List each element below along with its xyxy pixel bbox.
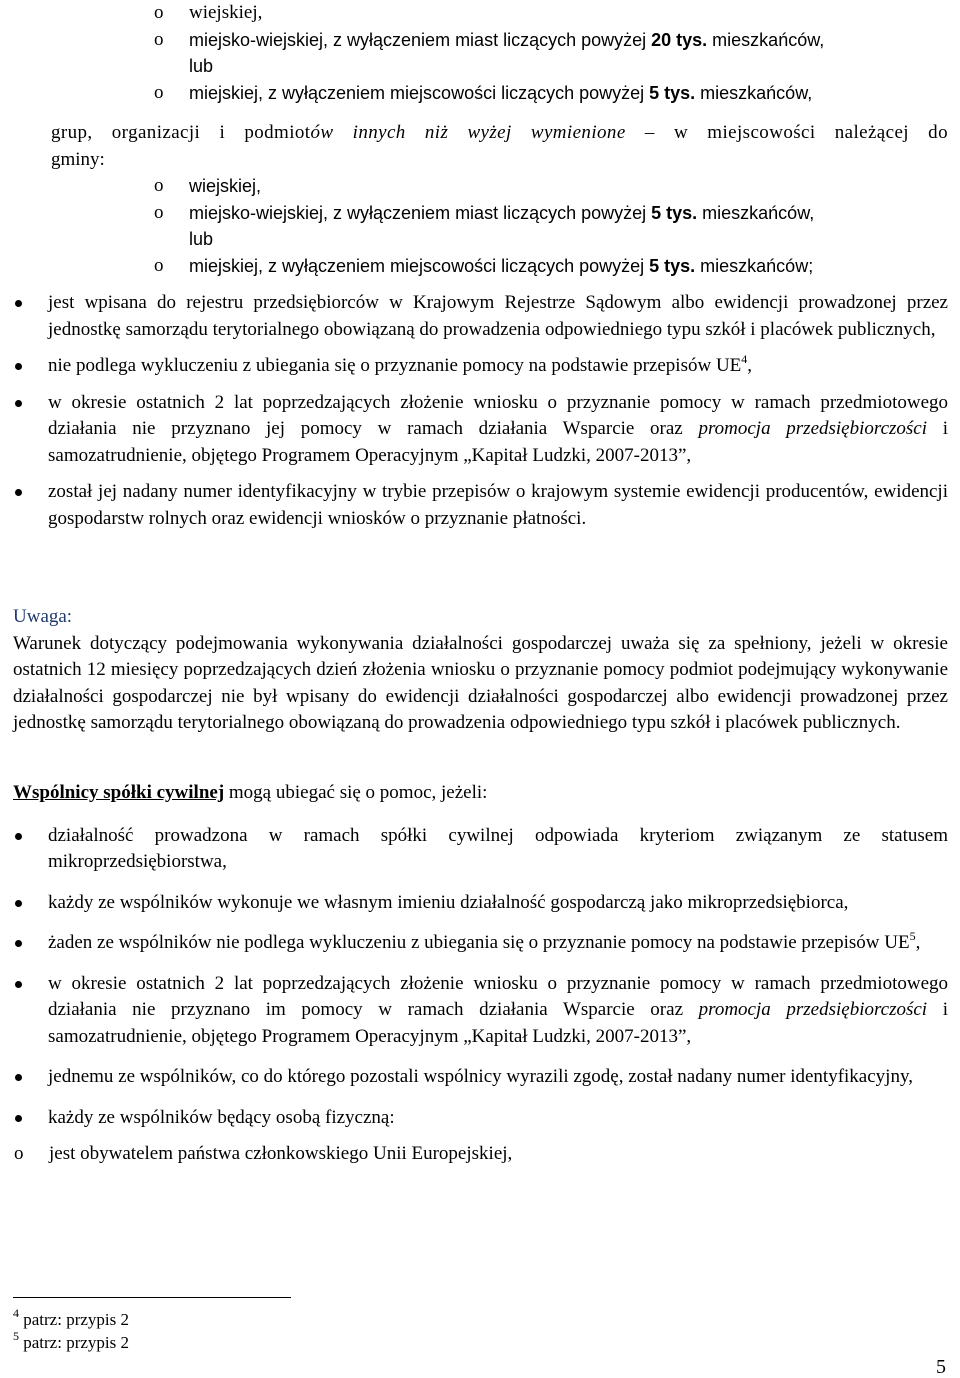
list-item: o miejskiej, z wyłączeniem miejscowości liczących powyżej 5 tys. mieszkańców, (154, 80, 954, 107)
list-item: o miejskiej, z wyłączeniem miejscowości liczących powyżej 5 tys. mieszkańców; (154, 253, 954, 280)
bullet-icon (15, 1115, 22, 1122)
bullet-item: każdy ze wspólników będący osobą fizyczną: (13, 1105, 948, 1132)
footnote: $^5$ patrz: przypis 2 (13, 1329, 129, 1352)
bullet-icon (15, 363, 22, 370)
bullet-item: został jej nadany numer identyfikacyjny w trybie przepisów o krajowym systemie ewidencji producentów, ewidencji gospodarstw rolnych oraz ewidencji wniosków o przyznanie płatności. (13, 479, 948, 532)
list-marker: o (154, 175, 164, 196)
partners-section (13, 780, 948, 1168)
bullet-icon (15, 940, 22, 947)
note-text: Warunek dotyczący podejmowania wykonywania działalności gospodarczej uważa się za spełniony, jeżeli w okresie ostatnich 12 miesięcy poprzedzających dzień złożenia wniosku o przyznanie pomocy podmiot podejmujący wykonywanie działalności gospodarczej nie był wpisany do ewidencji działalności gospodarczej albo ewidencji prowadzonej przez jednostkę samorządu terytorialnego obowiązaną do prowadzenia odpowiedniego typu szkół i placówek publicznych. (13, 632, 948, 733)
bullet-icon (15, 900, 22, 907)
footnote: $^4$ patrz: przypis 2 (13, 1306, 129, 1329)
partners-heading: Wspólnicy spółki cywilnej mogą ubiegać się o pomoc, jeżeli: (13, 782, 488, 803)
bullet-icon (15, 1074, 22, 1081)
note-block (13, 604, 948, 737)
list-marker: o (154, 2, 164, 23)
list-item: lub (189, 229, 214, 249)
list-marker: o (14, 1143, 24, 1164)
list-item: o wiejskiej, (154, 173, 954, 200)
list-item: o wiejskiej, (154, 0, 954, 27)
bullet-item: w okresie ostatnich 2 lat poprzedzających złożenie wniosku o przyznanie pomocy w ramach przedmiotowego działania nie przyznano im pomocy w ramach działania Wsparcie oraz promocja przedsiębiorczości i samozatrudnienie, objętego Programem Operacyjnym „Kapitał Ludzki, 2007-2013”, (13, 971, 948, 1051)
bullet-item: w okresie ostatnich 2 lat poprzedzających złożenie wniosku o przyznanie pomocy w ramach przedmiotowego działania nie przyznano jej pomocy w ramach działania Wsparcie oraz promocja przedsiębiorczości i samozatrudnienie, objętego Programem Operacyjnym „Kapitał Ludzki, 2007-2013”, (13, 390, 948, 470)
list-item: o miejsko-wiejskiej, z wyłączeniem miast liczących powyżej 5 tys. mieszkańców, (154, 200, 954, 227)
list-marker: o (154, 254, 164, 276)
footnote-separator (13, 1297, 291, 1298)
bullet-item: jest wpisana do rejestru przedsiębiorców w Krajowym Rejestrze Sądowym albo ewidencji prowadzonej przez jednostkę samorządu terytorialnego obowiązaną do prowadzenia odpowiedniego typu szkół i placówek publicznych, (13, 290, 948, 343)
bullet-item: żaden ze wspólników nie podlega wykluczeniu z ubiegania się o przyznanie pomocy na podstawie przepisów $UE^5$, (13, 930, 948, 957)
sub-list-item: o jest obywatelem państwa członkowskiego Unii Europejskiej, (14, 1141, 948, 1168)
bullet-icon (15, 833, 22, 840)
bullet-item: każdy ze wspólników wykonuje we własnym imieniu działalność gospodarczą jako mikroprzedsiębiorca, (13, 890, 948, 917)
note-title: Uwaga: (13, 606, 73, 627)
bullet-item: jednemu ze wspólników, co do którego pozostali wspólnicy wyrazili zgodę, został nadany numer identyfikacyjny, (13, 1064, 948, 1091)
footnote-ref: 4 (741, 352, 748, 366)
bullet-icon (15, 489, 22, 496)
page-number: 5 (936, 1356, 946, 1378)
requirements-list (13, 290, 948, 532)
group-paragraph: grup, organizacji i podmiotów innych niż wyżej wymienione – w miejscowości należącej do gminy: (51, 122, 948, 170)
list-item: lub (189, 56, 214, 76)
list-item: o miejsko-wiejskiej, z wyłączeniem miast liczących powyżej 20 tys. mieszkańców, (154, 27, 954, 54)
list-marker: o (154, 201, 164, 223)
bullet-icon (15, 981, 22, 988)
footnote-number: 5 (13, 1329, 19, 1343)
bullet-icon (15, 400, 22, 407)
footnote-ref: 5 (909, 929, 916, 943)
bullet-icon (15, 300, 22, 307)
bullet-item: nie podlega wykluczeniu z ubiegania się o przyznanie pomocy na podstawie przepisów $UE^4$, (13, 353, 948, 380)
footnote-number: 4 (13, 1306, 19, 1320)
list-marker: o (154, 28, 164, 50)
group-list (154, 173, 954, 279)
list-marker: o (154, 81, 164, 103)
bullet-item: działalność prowadzona w ramach spółki cywilnej odpowiada kryteriom związanym ze statusem mikroprzedsiębiorstwa, (13, 823, 948, 876)
top-list (154, 0, 954, 106)
